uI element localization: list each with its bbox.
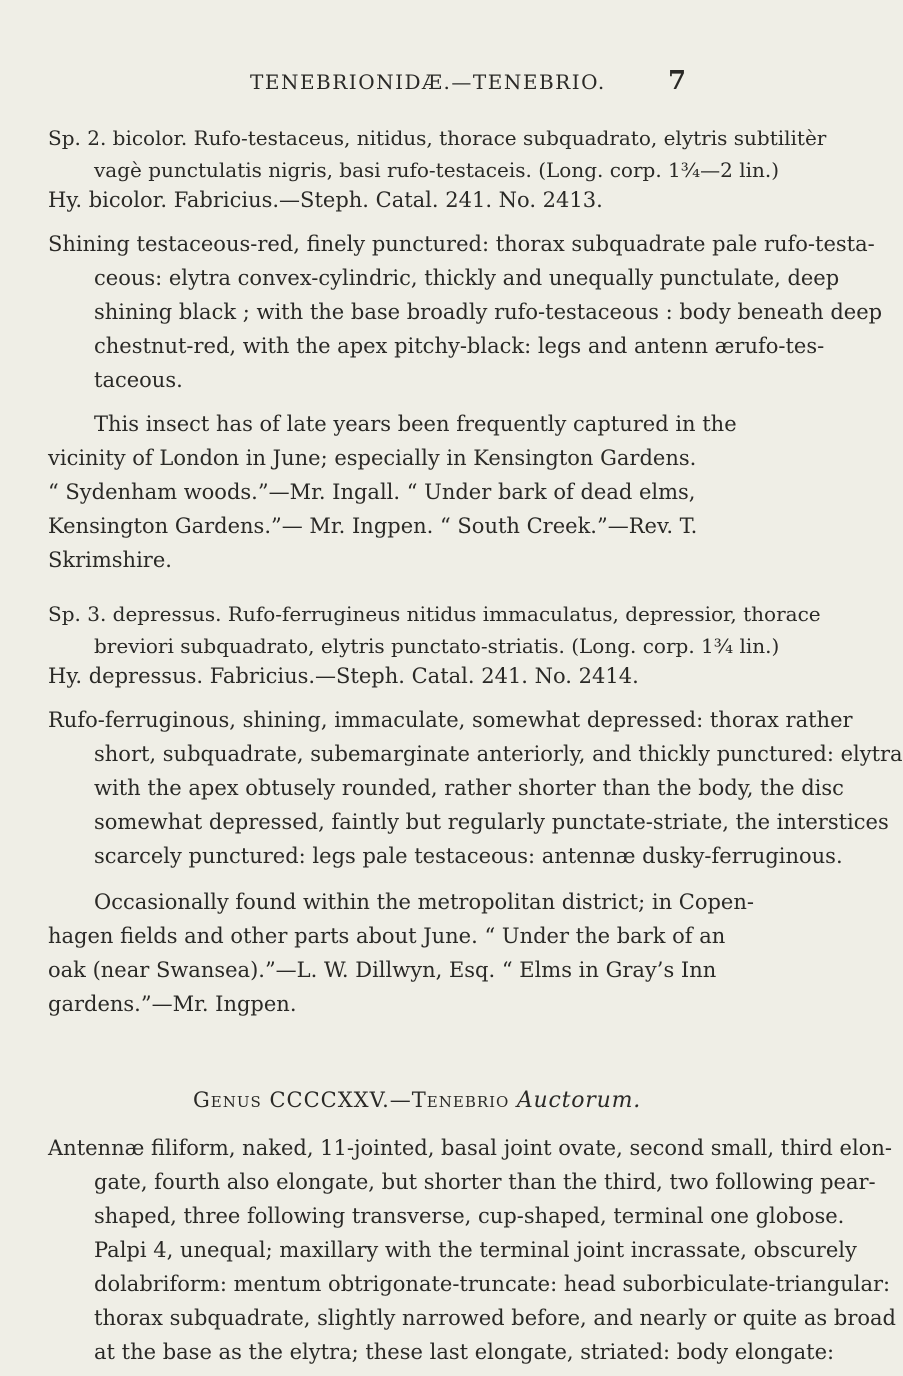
genus-description-line: thorax subquadrate, slightly narrowed before, and nearly or quite as broad [94, 1306, 896, 1330]
species-3-diagnosis-line: breviori subquadrato, elytris punctato-striatis. (Long. corp. 1¾ lin.) [94, 634, 780, 658]
genus-description-line: Antennæ filiform, naked, 11-jointed, basal joint ovate, second small, third elon- [48, 1136, 892, 1160]
genus-description-line: gate, fourth also elongate, but shorter than the third, two following pear- [94, 1170, 876, 1194]
species-2-diagnosis-line: vagè punctulatis nigris, basi rufo-testaceis. (Long. corp. 1¾—2 lin.) [94, 158, 780, 182]
species-3-description-line: with the apex obtusely rounded, rather shorter than the body, the disc [94, 776, 844, 800]
species-2-locality-line: “ Sydenham woods.”—Mr. Ingall. “ Under bark of dead elms, [48, 480, 696, 504]
species-3-reference: Hy. depressus. Fabricius.—Steph. Catal. 241. No. 2414. [48, 664, 639, 688]
species-3-description-line: scarcely punctured: legs pale testaceous: antennæ dusky-ferruginous. [94, 844, 843, 868]
species-3-diagnosis-line: Sp. 3. depressus. Rufo-ferrugineus nitidus immaculatus, depressior, thorace [48, 602, 821, 626]
species-3-locality-line: hagen fields and other parts about June. “ Under the bark of an [48, 924, 726, 948]
species-2-locality-line: This insect has of late years been frequently captured in the [94, 412, 737, 436]
species-2-diagnosis-line: Sp. 2. bicolor. Rufo-testaceus, nitidus, thorace subquadrato, elytris subtilitèr [48, 126, 827, 150]
page-number: 7 [668, 66, 687, 96]
species-2-locality-line: Kensington Gardens.”— Mr. Ingpen. “ South Creek.”—Rev. T. [48, 514, 698, 538]
species-3-description-line: short, subquadrate, subemarginate anteriorly, and thickly punctured: elytra [94, 742, 903, 766]
species-3-locality-line: Occasionally found within the metropolitan district; in Copen- [94, 890, 754, 914]
genus-heading-prefix: Genus CCCCXXV.—Tenebrio [193, 1088, 510, 1112]
genus-description-line: shaped, three following transverse, cup-shaped, terminal one globose. [94, 1204, 845, 1228]
genus-heading [193, 1088, 641, 1113]
species-3-description-line: Rufo-ferruginous, shining, immaculate, somewhat depressed: thorax rather [48, 708, 853, 732]
species-2-description-line: chestnut-red, with the apex pitchy-black: legs and antenn ærufo-tes- [94, 334, 825, 358]
species-3-description-line: somewhat depressed, faintly but regularly punctate-striate, the interstices [94, 810, 889, 834]
genus-description-line: Palpi 4, unequal; maxillary with the terminal joint incrassate, obscurely [94, 1238, 857, 1262]
genus-description-line: at the base as the elytra; these last elongate, striated: body elongate: [94, 1340, 835, 1364]
species-2-description-line: ceous: elytra convex-cylindric, thickly and unequally punctulate, deep [94, 266, 840, 290]
species-3-locality-line: gardens.”—Mr. Ingpen. [48, 992, 297, 1016]
genus-heading-authority: Auctorum. [516, 1088, 642, 1113]
genus-description-line: dolabriform: mentum obtrigonate-truncate: head suborbiculate-triangular: [94, 1272, 891, 1296]
species-2-locality-line: vicinity of London in June; especially in Kensington Gardens. [48, 446, 697, 470]
species-2-description-line: Shining testaceous-red, finely punctured: thorax subquadrate pale rufo-testa- [48, 232, 875, 256]
species-2-reference: Hy. bicolor. Fabricius.—Steph. Catal. 241. No. 2413. [48, 188, 603, 212]
species-2-description-line: taceous. [94, 368, 183, 392]
running-title: TENEBRIONIDÆ.—TENEBRIO. [250, 70, 606, 94]
species-2-description-line: shining black ; with the base broadly rufo-testaceous : body beneath deep [94, 300, 883, 324]
species-2-locality-line: Skrimshire. [48, 548, 172, 572]
species-3-locality-line: oak (near Swansea).”—L. W. Dillwyn, Esq. “ Elms in Gray’s Inn [48, 958, 717, 982]
